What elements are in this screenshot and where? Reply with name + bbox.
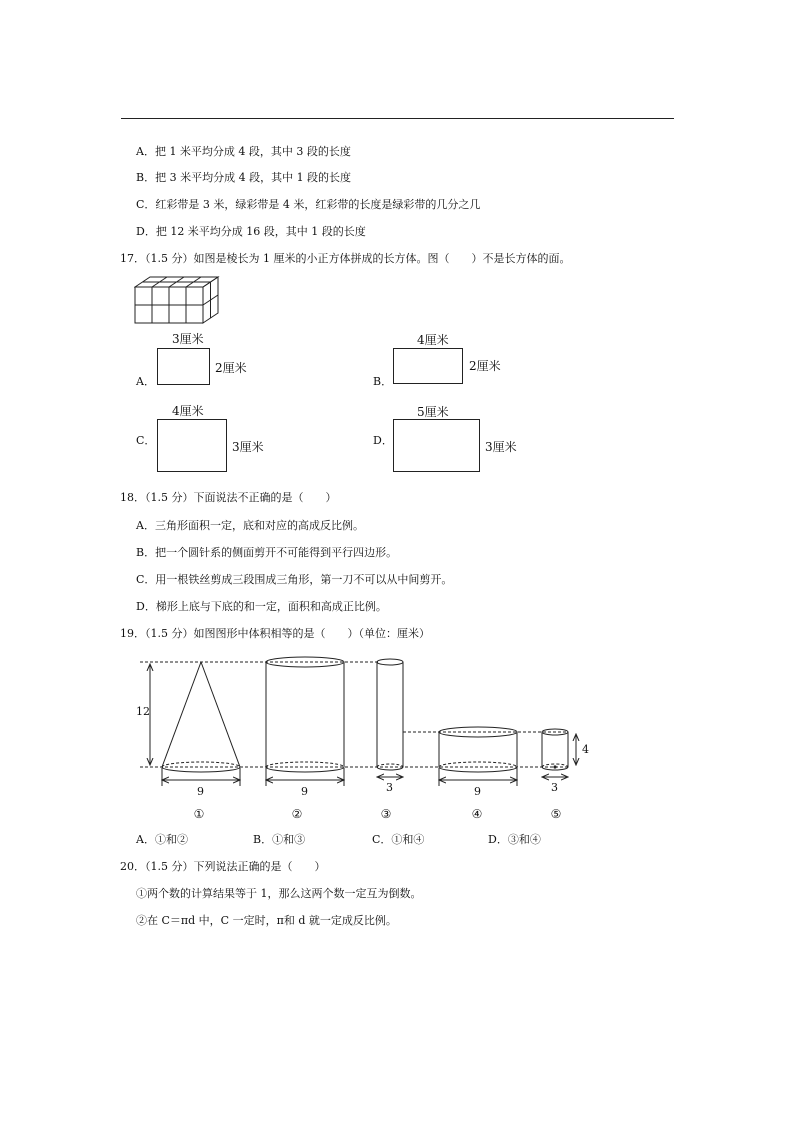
q19-dim-4: 4: [582, 743, 589, 756]
q17-c-top-dim: 4厘米: [172, 404, 204, 418]
q20-statement-2: ②在 C＝πd 中，C 一定时，π和 d 就一定成反比例。: [136, 914, 397, 927]
q17-option-a[interactable]: A．: [136, 375, 155, 388]
q16-option-a[interactable]: A．把 1 米平均分成 4 段，其中 3 段的长度: [136, 145, 351, 158]
q20-stem: 20．（1.5 分）下列说法正确的是（ ）: [120, 860, 326, 873]
q16-option-c[interactable]: C．红彩带是 3 米，绿彩带是 4 米，红彩带的长度是绿彩带的几分之几: [136, 198, 481, 211]
q17-stem: 17．（1.5 分）如图是棱长为 1 厘米的小正方体拼成的长方体。图（ ）不是长方体的面。: [120, 252, 571, 265]
q19-option-b[interactable]: B．①和③: [253, 833, 306, 846]
q19-cone: [162, 662, 240, 772]
q19-label-5: ⑤: [550, 807, 562, 821]
q16-option-b[interactable]: B．把 3 米平均分成 4 段，其中 1 段的长度: [136, 171, 352, 184]
q19-dim-9-wide: 9: [474, 785, 481, 798]
q17-c-rect: [157, 419, 227, 472]
q17-option-b[interactable]: B．: [373, 375, 393, 388]
q19-option-d[interactable]: D．③和④: [488, 833, 541, 846]
q19-solids-figure: [120, 650, 600, 825]
q18-option-b[interactable]: B．把一个圆针系的侧面剪开不可能得到平行四边形。: [136, 546, 398, 559]
q17-a-top-dim: 3厘米: [172, 332, 204, 346]
q17-option-c[interactable]: C．: [136, 434, 156, 447]
q19-dim-9-cylinder: 9: [301, 785, 308, 798]
q17-cuboid-figure: [134, 276, 220, 326]
q17-c-side-dim: 3厘米: [232, 440, 264, 454]
q18-option-d[interactable]: D．梯形上底与下底的和一定，面积和高成正比例。: [136, 600, 387, 613]
q18-option-c[interactable]: C．用一根铁丝剪成三段围成三角形，第一刀不可以从中间剪开。: [136, 573, 453, 586]
q17-d-top-dim: 5厘米: [417, 405, 449, 419]
q19-wide-short-cylinder: [439, 727, 517, 772]
q17-option-d[interactable]: D．: [373, 434, 393, 447]
q19-dim-12: 12: [136, 705, 150, 718]
q17-d-rect: [393, 419, 480, 472]
q19-label-1: ①: [193, 807, 205, 821]
q19-dim-3-small: 3: [551, 781, 558, 794]
q19-label-4: ④: [471, 807, 483, 821]
q17-a-rect: [157, 348, 210, 385]
q19-large-cylinder: [266, 657, 344, 772]
q18-stem: 18．（1.5 分）下面说法不正确的是（ ）: [120, 491, 337, 504]
q19-dim-3-thin: 3: [386, 781, 393, 794]
q19-option-a[interactable]: A．①和②: [136, 833, 188, 846]
q18-option-a[interactable]: A．三角形面积一定，底和对应的高成反比例。: [136, 519, 364, 532]
q17-b-side-dim: 2厘米: [469, 359, 501, 373]
q16-option-d[interactable]: D．把 12 米平均分成 16 段，其中 1 段的长度: [136, 225, 366, 238]
q19-option-c[interactable]: C．①和④: [372, 833, 425, 846]
q17-b-rect: [393, 348, 463, 384]
q17-a-side-dim: 2厘米: [215, 361, 247, 375]
q20-statement-1: ①两个数的计算结果等于 1，那么这两个数一定互为倒数。: [136, 887, 422, 900]
q19-small-cylinder: [542, 729, 568, 770]
q17-d-side-dim: 3厘米: [485, 440, 517, 454]
q19-stem: 19．（1.5 分）如图图形中体积相等的是（ ）（单位：厘米）: [120, 627, 430, 640]
q19-thin-cylinder: [377, 659, 403, 770]
header-rule: [121, 118, 674, 119]
q19-label-3: ③: [380, 807, 392, 821]
q19-dim-9-cone: 9: [197, 785, 204, 798]
q17-b-top-dim: 4厘米: [417, 333, 449, 347]
q19-label-2: ②: [291, 807, 303, 821]
